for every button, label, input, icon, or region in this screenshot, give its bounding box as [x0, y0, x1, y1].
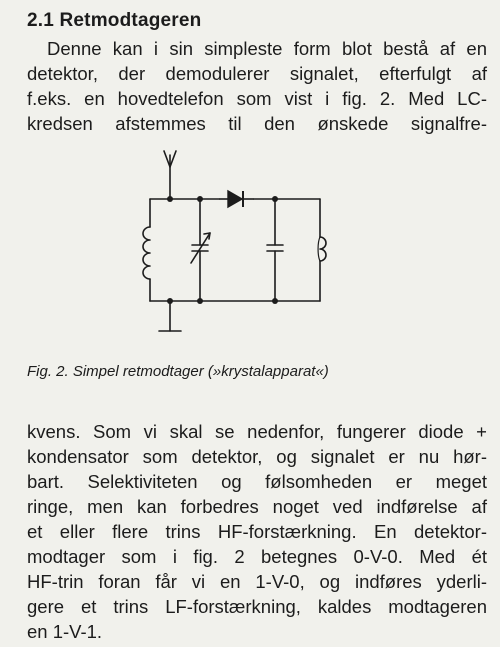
text-line: gere et trins LF-forstærkning, kaldes modtageren — [27, 596, 487, 617]
headphone-symbol — [318, 199, 326, 301]
crystal-receiver-circuit-diagram — [130, 145, 350, 340]
junction-dots — [167, 196, 278, 304]
text-line: modtager som i fig. 2 betegnes 0-V-0. Med ét — [27, 546, 487, 567]
text-line: bart. Selektiviteten og følsomheden er meget — [27, 471, 487, 492]
text-line: kvens. Som vi skal se nedenfor, fungerer diode + — [27, 421, 487, 442]
antenna-symbol — [164, 151, 176, 199]
variable-capacitor — [191, 199, 210, 301]
ground-symbol — [159, 301, 181, 331]
text-line: detektor, der demodulerer signalet, efterfulgt af — [27, 63, 487, 84]
body-paragraph — [27, 419, 487, 644]
text-line: kondensator som detektor, og signalet er nu hør- — [27, 446, 487, 467]
text-line: Denne kan i sin simpleste form blot bestå af en — [47, 38, 487, 59]
text-line: en 1-V-1. — [27, 621, 103, 642]
text-line: kredsen afstemmes til den ønskede signalfre- — [27, 113, 487, 134]
section-heading: 2.1 Retmodtageren — [27, 10, 202, 31]
capacitor — [267, 199, 283, 301]
diode — [219, 191, 254, 207]
text-line: ringe, men kan forbedres noget ved indførelse af — [27, 496, 487, 517]
figure-caption: Fig. 2. Simpel retmodtager (»krystalapparat«) — [27, 363, 329, 380]
coil-inductor — [143, 199, 150, 301]
text-line: f.eks. en hovedtelefon som vist i fig. 2. Med LC- — [27, 88, 487, 109]
text-line: HF-trin foran får vi en 1-V-0, og indføres yderli- — [27, 571, 487, 592]
text-line: et eller flere trins HF-forstærkning. En detektor- — [27, 521, 487, 542]
intro-paragraph — [27, 36, 487, 136]
